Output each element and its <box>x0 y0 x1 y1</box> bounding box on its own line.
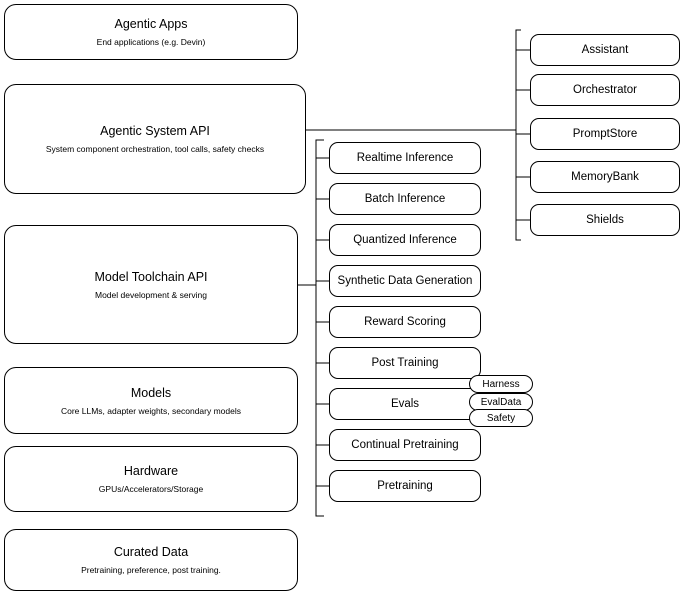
layer-subtitle: End applications (e.g. Devin) <box>96 37 206 47</box>
component-harness[interactable] <box>469 375 533 393</box>
component-label: Quantized Inference <box>353 234 457 246</box>
layer-hardware[interactable] <box>4 446 298 512</box>
component-label: EvalData <box>480 396 522 408</box>
layer-models[interactable] <box>4 367 298 434</box>
component-label: Shields <box>586 214 624 226</box>
component-label: Harness <box>482 378 520 390</box>
component-label: Post Training <box>371 357 439 369</box>
component-label: Reward Scoring <box>364 316 446 328</box>
component-evals[interactable] <box>329 388 481 420</box>
layer-model-toolchain-api[interactable] <box>4 225 298 344</box>
component-label: Continual Pretraining <box>351 439 459 451</box>
layer-title: Agentic Apps <box>114 17 188 31</box>
component-label: Safety <box>486 412 516 424</box>
component-shields[interactable] <box>530 204 680 236</box>
layer-agentic-system-api[interactable] <box>4 84 306 194</box>
component-promptstore[interactable] <box>530 118 680 150</box>
component-reward-scoring[interactable] <box>329 306 481 338</box>
component-label: MemoryBank <box>571 171 639 183</box>
component-orchestrator[interactable] <box>530 74 680 106</box>
layer-subtitle: Model development & serving <box>95 289 207 300</box>
component-label: Batch Inference <box>364 193 446 205</box>
component-realtime-inference[interactable] <box>329 142 481 174</box>
component-label: Orchestrator <box>573 84 637 96</box>
component-label: Pretraining <box>377 480 433 492</box>
component-quantized-inference[interactable] <box>329 224 481 256</box>
layer-subtitle: Core LLMs, adapter weights, secondary models <box>60 405 241 416</box>
component-post-training[interactable] <box>329 347 481 379</box>
component-label: Evals <box>390 398 420 410</box>
component-safety[interactable] <box>469 409 533 427</box>
layer-subtitle: System component orchestration, tool calls, safety checks <box>45 144 265 154</box>
component-synthetic-data-generation[interactable] <box>329 265 481 297</box>
component-batch-inference[interactable] <box>329 183 481 215</box>
component-assistant[interactable] <box>530 34 680 66</box>
layer-title: Agentic System API <box>100 124 210 138</box>
component-pretraining[interactable] <box>329 470 481 502</box>
component-label: Assistant <box>581 44 629 56</box>
layer-agentic-apps[interactable] <box>4 4 298 60</box>
component-label: Realtime Inference <box>356 152 454 164</box>
layer-curated-data[interactable] <box>4 529 298 591</box>
layer-subtitle: GPUs/Accelerators/Storage <box>98 484 204 494</box>
component-label: Synthetic Data Generation <box>337 275 473 287</box>
layer-subtitle: Pretraining, preference, post training. <box>81 565 221 575</box>
layer-title: Curated Data <box>113 545 189 559</box>
component-label: PromptStore <box>572 128 638 140</box>
component-memorybank[interactable] <box>530 161 680 193</box>
component-continual-pretraining[interactable] <box>329 429 481 461</box>
layer-title: Hardware <box>123 464 179 478</box>
layer-title: Models <box>130 385 172 400</box>
layer-title: Model Toolchain API <box>94 269 208 284</box>
